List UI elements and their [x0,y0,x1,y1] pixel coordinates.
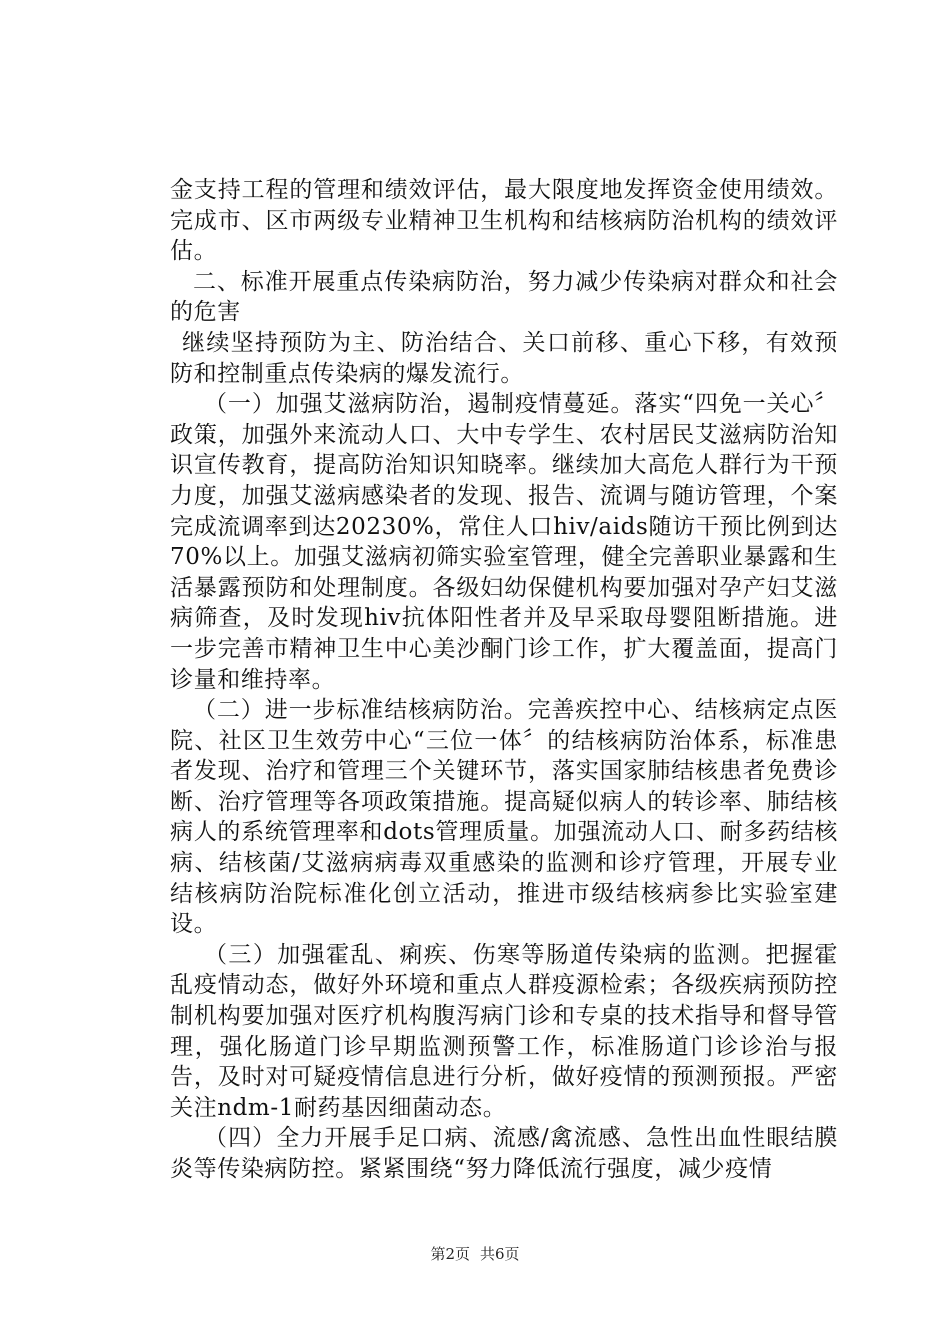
paragraph-tuberculosis: （二）进一步标准结核病防治。完善疾控中心、结核病定点医院、社区卫生效劳中心“三位一体〞的结核病防治体系，标准患者发现、治疗和管理三个关键环节，落实国家肺结核患者免费诊断、治疗管理等各项政策措施。提高疑似病人的转诊率、肺结核病人的系统管理率和dots管理质量。加强流动人口、耐多药结核病、结核菌/艾滋病病毒双重感染的监测和诊疗管理，开展专业结核病防治院标准化创立活动，推进市级结核病参比实验室建设。 [170,697,838,938]
section-two-heading: 二、标准开展重点传染病防治，努力减少传染病对群众和社会的危害 [170,268,838,326]
paragraph-hfmd-influenza: （四）全力开展手足口病、流感/禽流感、急性出血性眼结膜炎等传染病防控。紧紧围绕“努力降低流行强度，减少疫情 [170,1125,838,1182]
paragraph-intestinal-diseases: （三）加强霍乱、痢疾、伤寒等肠道传染病的监测。把握霍乱疫情动态，做好外环境和重点人群疫源检索；各级疾病预防控制机构要加强对医疗机构腹泻病门诊和专桌的技术指导和督导管理，强化肠道门诊早期监测预警工作，标准肠道门诊诊治与报告，及时对可疑疫情信息进行分析，做好疫情的预测预报。严密关注ndm-1耐药基因细菌动态。 [170,941,838,1121]
paragraph-prevention-principle: 继续坚持预防为主、防治结合、关口前移、重心下移，有效预防和控制重点传染病的爆发流行。 [170,329,838,387]
page-total: 共6页 [480,1245,520,1263]
paragraph-fund-evaluation: 金支持工程的管理和绩效评估，最大限度地发挥资金使用绩效。完成市、区市两级专业精神卫生机构和结核病防治机构的绩效评估。 [170,177,838,265]
page-footer [0,1243,950,1264]
paragraph-aids-prevention: （一）加强艾滋病防治，遏制疫情蔓延。落实“四免一关心〞政策，加强外来流动人口、大中专学生、农村居民艾滋病防治知识宣传教育，提高防治知识知晓率。继续加大高危人群行为干预力度，加强艾滋病感染者的发现、报告、流调与随访管理，个案完成流调率到达20230%，常住人口hiv/aids随访干预比例到达70%以上。加强艾滋病初筛实验室管理，健全完善职业暴露和生活暴露预防和处理制度。各级妇幼保健机构要加强对孕产妇艾滋病筛查，及时发现hiv抗体阳性者并及早采取母婴阻断措施。进一步完善市精神卫生中心美沙酮门诊工作，扩大覆盖面，提高门诊量和维持率。 [170,391,838,693]
document-body [170,175,838,1185]
page-number: 第2页 [430,1245,470,1263]
